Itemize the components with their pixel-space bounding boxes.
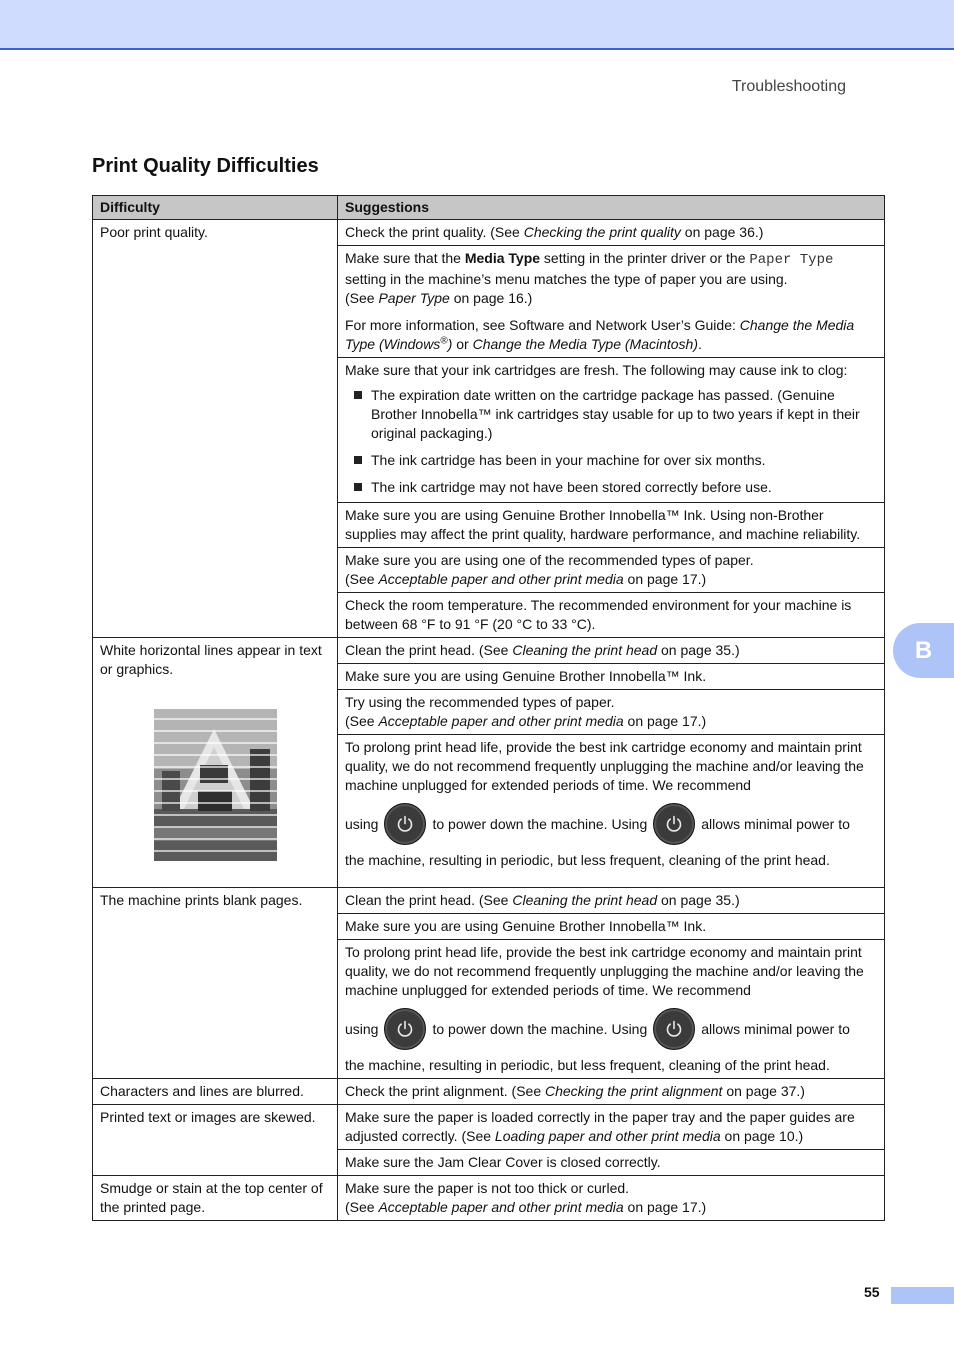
suggestion-text: on page 36.) xyxy=(680,224,764,240)
page-title: Print Quality Difficulties xyxy=(92,155,319,177)
suggestion-cell xyxy=(338,690,885,735)
suggestion-text: Check the print quality. (See xyxy=(345,224,524,240)
appendix-tab: B xyxy=(893,623,954,678)
suggestion-cell xyxy=(338,1105,885,1150)
registered-mark: ® xyxy=(440,335,448,347)
power-instruction-line xyxy=(345,803,877,845)
setting-name: Media Type xyxy=(464,250,541,266)
suggestion-text: or xyxy=(452,336,473,352)
suggestion-text: To prolong print head life, provide the best ink cartridge economy and maintain print quality, we do not recommend frequently unplugging the machine and/or leaving the machine unplugged for extended periods of time. We recommend xyxy=(345,739,864,793)
suggestion-text: on page 10.) xyxy=(720,1128,804,1144)
suggestion-text: Make sure you are using one of the recommended types of paper. xyxy=(345,552,754,568)
cross-reference-link[interactable]: Change the Media Type (Macintosh) xyxy=(472,336,699,352)
suggestion-text: allows minimal power to xyxy=(701,815,850,832)
suggestion-text: For more information, see Software and Network User’s Guide: xyxy=(345,317,740,333)
table-row xyxy=(93,888,885,914)
suggestion-text: Try using the recommended types of paper. xyxy=(345,694,615,710)
square-bullet-icon xyxy=(354,483,362,491)
table-row xyxy=(93,220,885,246)
suggestion-cell: Check the room temperature. The recommended environment for your machine is between 68 °F to 91 °F (20 °C to 33 °C). xyxy=(338,593,885,638)
cross-reference-link: ) xyxy=(447,336,453,352)
difficulty-cell: Characters and lines are blurred. xyxy=(93,1079,338,1105)
cross-reference-link[interactable]: Checking the print alignment xyxy=(545,1083,723,1099)
column-header-difficulty: Difficulty xyxy=(93,196,338,220)
difficulty-cell: The machine prints blank pages. xyxy=(93,888,338,1079)
suggestion-cell xyxy=(338,638,885,664)
suggestion-text: . xyxy=(698,336,702,352)
suggestion-cell xyxy=(338,548,885,593)
clog-cause-list xyxy=(345,386,877,497)
suggestion-text: on page 16.) xyxy=(449,290,533,306)
suggestion-cell xyxy=(338,246,885,358)
cross-reference-link[interactable]: Change the Media Type (Windows xyxy=(345,317,855,352)
suggestion-text: (See xyxy=(345,713,379,729)
difficulty-text: White horizontal lines appear in text or graphics. xyxy=(100,642,322,677)
running-header: Troubleshooting xyxy=(731,78,846,95)
suggestion-cell: Make sure the Jam Clear Cover is closed correctly. xyxy=(338,1150,885,1176)
suggestion-text: Make sure that your ink cartridges are fresh. The following may cause ink to clog: xyxy=(345,362,848,378)
suggestion-text: using xyxy=(345,1020,379,1037)
suggestion-text: the machine, resulting in periodic, but less frequent, cleaning of the print head. xyxy=(345,852,830,868)
menu-setting-name: Paper Type xyxy=(749,252,834,268)
suggestion-text: Clean the print head. (See xyxy=(345,642,513,658)
list-item-text: The expiration date written on the cartridge package has passed. (Genuine Brother Innobella™ ink cartridges stay usable for up to two years if kept in their original packaging.) xyxy=(371,387,860,441)
cross-reference-link[interactable]: Acceptable paper and other print media xyxy=(378,571,624,587)
table-header-row xyxy=(93,196,885,220)
suggestion-text: on page 35.) xyxy=(657,642,740,658)
difficulty-cell: Smudge or stain at the top center of the printed page. xyxy=(93,1176,338,1221)
cross-reference-link[interactable]: Cleaning the print head xyxy=(512,642,658,658)
table-row xyxy=(93,1176,885,1221)
list-item xyxy=(345,386,877,443)
suggestion-cell xyxy=(338,220,885,246)
suggestion-cell xyxy=(338,358,885,503)
suggestion-text: Check the print alignment. (See xyxy=(345,1083,545,1099)
list-item-text: The ink cartridge may not have been stored correctly before use. xyxy=(371,479,772,495)
table-row xyxy=(93,1105,885,1150)
print-quality-table xyxy=(92,195,885,1221)
footer-bar xyxy=(891,1287,954,1304)
power-button-icon xyxy=(384,803,426,845)
suggestion-text: setting in the printer driver or the xyxy=(540,250,750,266)
power-instruction-line xyxy=(345,1008,877,1050)
table-row xyxy=(93,1079,885,1105)
suggestion-cell: Make sure you are using Genuine Brother Innobella™ Ink. xyxy=(338,914,885,940)
cross-reference-link[interactable]: Checking the print quality xyxy=(523,224,681,240)
suggestion-text: on page 35.) xyxy=(657,892,740,908)
list-item xyxy=(345,478,877,497)
power-button-icon xyxy=(384,1008,426,1050)
square-bullet-icon xyxy=(354,391,362,399)
list-item-text: The ink cartridge has been in your machine for over six months. xyxy=(371,452,766,468)
square-bullet-icon xyxy=(354,456,362,464)
suggestion-text: the machine, resulting in periodic, but less frequent, cleaning of the print head. xyxy=(345,1057,830,1073)
suggestion-cell xyxy=(338,940,885,1079)
suggestion-text: using xyxy=(345,815,379,832)
suggestion-text: on page 17.) xyxy=(623,571,707,587)
cross-reference-link[interactable]: Paper Type xyxy=(378,290,450,306)
page-number: 55 xyxy=(864,1284,880,1300)
suggestion-text: to power down the machine. Using xyxy=(432,1020,648,1037)
power-button-icon xyxy=(653,803,695,845)
column-header-suggestions: Suggestions xyxy=(338,196,885,220)
suggestion-text: (See xyxy=(345,290,379,306)
power-button-icon xyxy=(653,1008,695,1050)
suggestion-cell: Make sure you are using Genuine Brother Innobella™ Ink. Using non-Brother supplies may affect the print quality, hardware performance, and machine reliability. xyxy=(338,503,885,548)
suggestion-text: on page 17.) xyxy=(623,1199,707,1215)
suggestion-cell xyxy=(338,1079,885,1105)
more-info-paragraph xyxy=(345,316,877,354)
suggestion-text: Clean the print head. (See xyxy=(345,892,513,908)
suggestion-text: on page 37.) xyxy=(722,1083,805,1099)
cross-reference-link[interactable]: Cleaning the print head xyxy=(512,892,658,908)
difficulty-cell: Poor print quality. xyxy=(93,220,338,638)
house-sample-image xyxy=(154,709,277,861)
difficulty-cell xyxy=(93,638,338,888)
suggestion-text: (See xyxy=(345,1199,379,1215)
table-row xyxy=(93,638,885,664)
suggestion-text: to power down the machine. Using xyxy=(432,815,648,832)
suggestion-text: Make sure the paper is loaded correctly in the paper tray and the paper guides are adjusted correctly. (See xyxy=(345,1109,855,1144)
suggestion-text: allows minimal power to xyxy=(701,1020,850,1037)
cross-reference-link[interactable]: Loading paper and other print media xyxy=(494,1128,721,1144)
suggestion-text: (See xyxy=(345,571,379,587)
cross-reference-link[interactable]: Acceptable paper and other print media xyxy=(378,1199,624,1215)
suggestion-text: setting in the machine’s menu matches the type of paper you are using. xyxy=(345,271,788,287)
suggestion-cell xyxy=(338,735,885,888)
difficulty-cell: Printed text or images are skewed. xyxy=(93,1105,338,1176)
header-band xyxy=(0,0,954,50)
suggestion-cell: Make sure you are using Genuine Brother Innobella™ Ink. xyxy=(338,664,885,690)
list-item xyxy=(345,451,877,470)
cross-reference-link[interactable]: Acceptable paper and other print media xyxy=(378,713,624,729)
suggestion-cell xyxy=(338,1176,885,1221)
suggestion-text: on page 17.) xyxy=(623,713,707,729)
suggestion-text: To prolong print head life, provide the best ink cartridge economy and maintain print quality, we do not recommend frequently unplugging the machine and/or leaving the machine unplugged for extended periods of time. We recommend xyxy=(345,944,864,998)
suggestion-text: Make sure the paper is not too thick or curled. xyxy=(345,1180,630,1196)
suggestion-text: Make sure that the xyxy=(345,250,465,266)
suggestion-cell xyxy=(338,888,885,914)
